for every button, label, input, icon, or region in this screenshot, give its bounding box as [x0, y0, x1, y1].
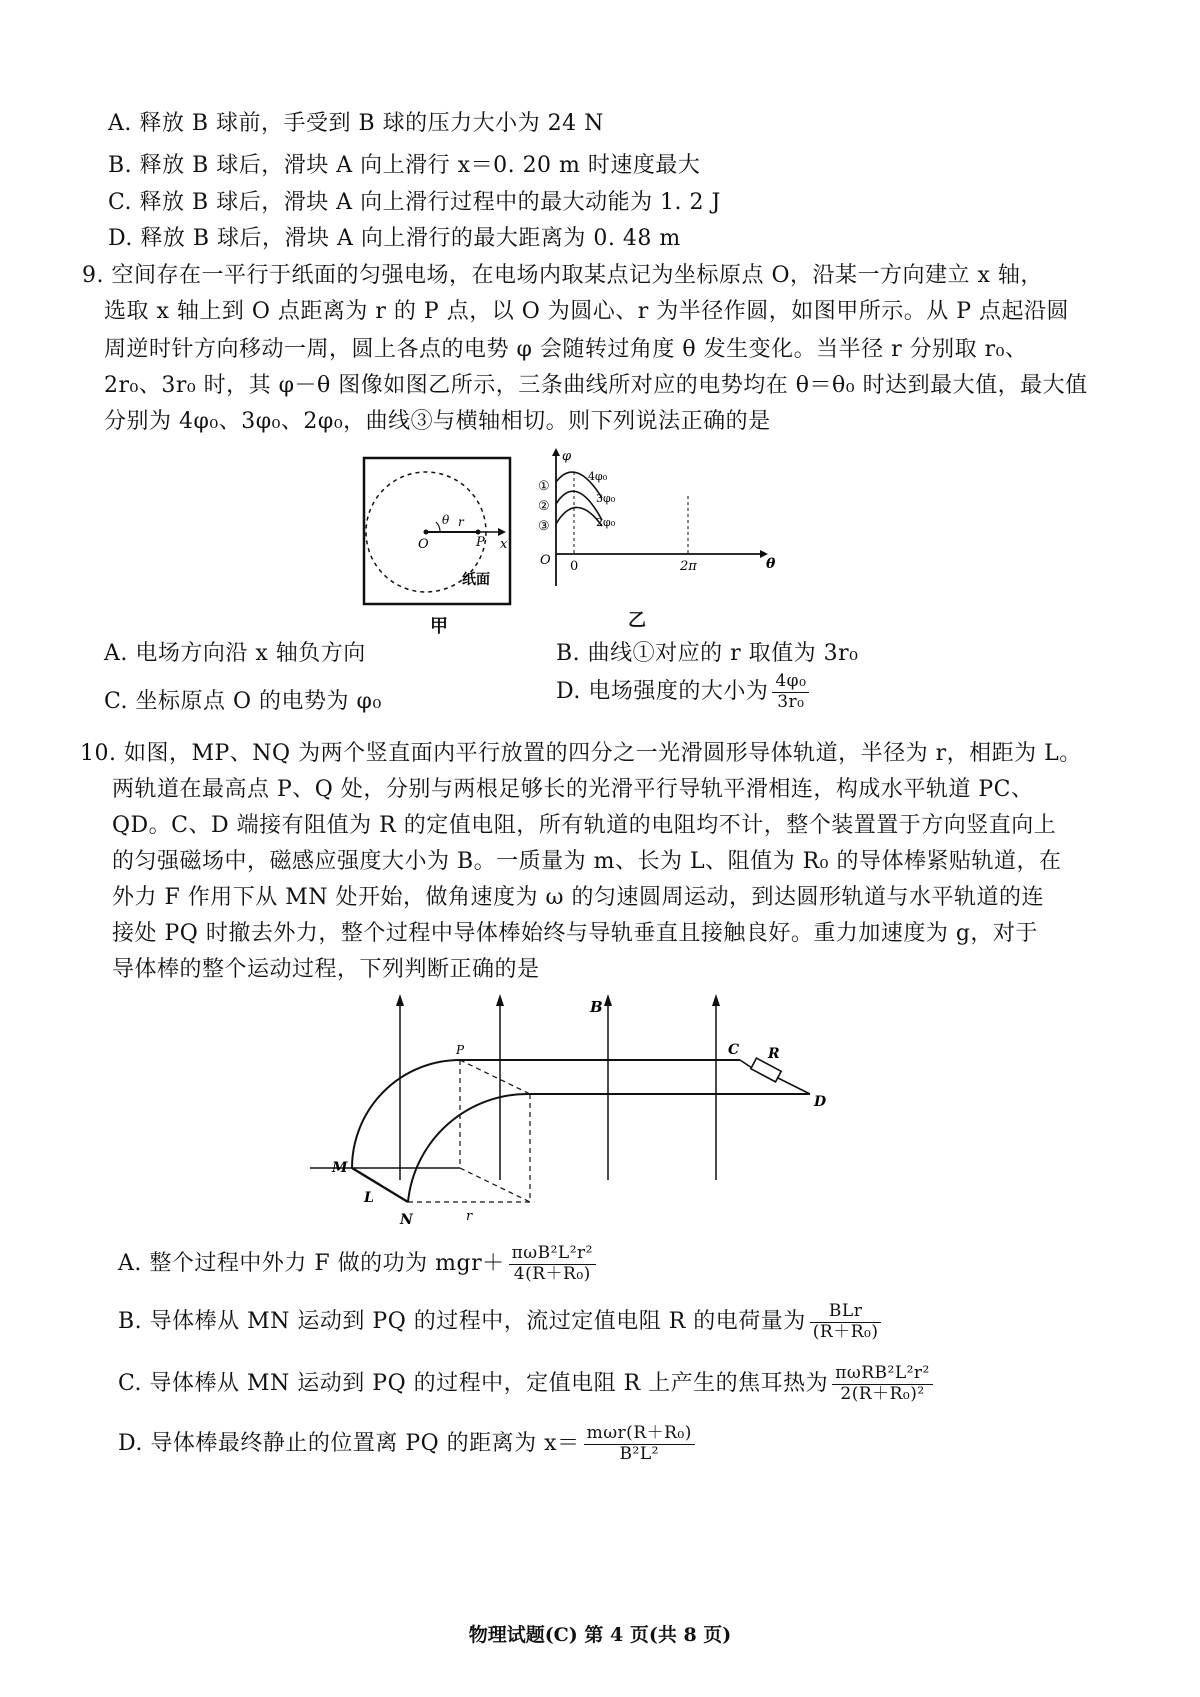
curve-1-label: ①: [538, 479, 550, 494]
n-label: N: [400, 1212, 413, 1228]
fraction-numerator: πωRB²L²r²: [832, 1364, 933, 1385]
resistor-label: R: [768, 1046, 780, 1062]
max-2-label: 3φ₀: [596, 492, 616, 505]
q8-option-b: B. 释放 B 球后，滑块 A 向上滑行 x＝0. 20 m 时速度最大: [108, 153, 701, 178]
dashed-bottom: [460, 1168, 530, 1202]
q10-option-a: [118, 1244, 600, 1284]
l-label: L: [364, 1190, 374, 1206]
o-label: O: [418, 537, 429, 552]
q10-stem-line-7: 导体棒的整个运动过程，下列判断正确的是: [112, 957, 540, 982]
fraction-numerator: mωr(R＋R₀): [584, 1424, 695, 1445]
x-label: x: [500, 537, 508, 552]
q10-option-a-fraction: [509, 1244, 596, 1284]
x-axis-arrow: [498, 528, 506, 536]
q10-option-c-text: C. 导体棒从 MN 运动到 PQ 的过程中，定值电阻 R 上产生的焦耳热为: [118, 1371, 829, 1397]
q8-option-c: C. 释放 B 球后，滑块 A 向上滑行过程中的最大动能为 1. 2 J: [108, 190, 721, 215]
q9-figure-jia: [358, 452, 518, 612]
max-1-label: 4φ₀: [588, 470, 608, 483]
fraction-denominator: 4(R＋R₀): [513, 1263, 591, 1284]
q10-option-d: [118, 1424, 699, 1464]
q10-figure: [300, 990, 860, 1240]
q10-stem-line-4: 的匀强磁场中，磁感应强度大小为 B。一质量为 m、长为 L、阻值为 R₀ 的导体棒紧贴轨道，在: [112, 849, 1062, 874]
q9-stem-line-5: 分别为 4φ₀、3φ₀、2φ₀，曲线③与横轴相切。则下列说法正确的是: [104, 409, 771, 434]
phi-label: φ: [562, 449, 572, 464]
q10-stem-line-2: 两轨道在最高点 P、Q 处，分别与两根足够长的光滑平行导轨平滑相连，构成水平轨道 PC、: [112, 777, 1034, 802]
q9-figure-jia-caption: 甲: [430, 616, 448, 637]
fraction-denominator: (R＋R₀): [812, 1321, 879, 1342]
q10-stem-line-5: 外力 F 作用下从 MN 处开始，做角速度为 ω 的匀速圆周运动，到达圆形轨道与水平轨道的连: [112, 885, 1044, 910]
curve-3-label: ③: [538, 519, 550, 534]
c-label: C: [728, 1042, 740, 1058]
q9-figure-yi: [532, 446, 782, 596]
q8-option-a: A. 释放 B 球前，手受到 B 球的压力大小为 24 N: [108, 111, 604, 136]
p-label: P: [456, 1043, 465, 1057]
theta-axis-label: θ: [766, 556, 776, 572]
theta-arc: [436, 522, 440, 532]
wire-c: [740, 1060, 752, 1068]
q10-option-c: [118, 1364, 937, 1404]
page-footer: 物理试题(C) 第 4 页(共 8 页): [468, 1624, 732, 1646]
radius-label: r: [466, 1209, 473, 1224]
q10-stem-line-1: 10. 如图，MP、NQ 为两个竖直面内平行放置的四分之一光滑圆形导体轨道，半径为 r，相距为 L。: [80, 741, 1082, 766]
b-label: B: [590, 998, 603, 1016]
q10-option-b: [118, 1302, 885, 1342]
origin-point: [424, 530, 429, 535]
q10-option-b-fraction: [810, 1302, 882, 1342]
d-label: D: [814, 1094, 827, 1110]
fraction-numerator: 4φ₀: [772, 672, 809, 693]
phi-axis-arrow: [552, 448, 560, 456]
q10-option-b-text: B. 导体棒从 MN 运动到 PQ 的过程中，流过定值电阻 R 的电荷量为: [118, 1309, 806, 1335]
q8-option-d: D. 释放 B 球后，滑块 A 向上滑行的最大距离为 0. 48 m: [108, 226, 681, 251]
q10-option-d-text: D. 导体棒最终静止的位置离 PQ 的距离为 x＝: [118, 1431, 580, 1457]
fraction-denominator: 2(R＋R₀)²: [840, 1383, 925, 1404]
q9-stem-line-2: 选取 x 轴上到 O 点距离为 r 的 P 点，以 O 为圆心、r 为半径作圆，如图甲所示。从 P 点起沿圆: [104, 299, 1070, 324]
q9-option-d-text: D. 电场强度的大小为: [556, 679, 769, 705]
q9-figure-yi-caption: 乙: [628, 610, 646, 631]
wire-d: [778, 1078, 810, 1094]
p-label: P: [476, 535, 485, 550]
q10-option-c-fraction: [832, 1364, 933, 1404]
zero-label: 0: [570, 559, 579, 574]
arc-nq: [408, 1094, 530, 1202]
q10-option-a-text: A. 整个过程中外力 F 做的功为 mgr＋: [118, 1251, 505, 1277]
max-3-label: 2φ₀: [596, 516, 616, 529]
two-pi-label: 2π: [680, 559, 697, 574]
q9-stem-line-4: 2r₀、3r₀ 时，其 φ－θ 图像如图乙所示，三条曲线所对应的电势均在 θ＝θ₀ 时达到最大值，最大值: [104, 373, 1088, 398]
dashed-pq: [460, 1060, 530, 1094]
m-label: M: [332, 1160, 348, 1176]
q9-option-d-fraction: [772, 672, 809, 712]
fraction-numerator: πωB²L²r²: [509, 1244, 596, 1265]
fraction-denominator: B²L²: [619, 1443, 659, 1464]
q10-stem-line-6: 接处 PQ 时撤去外力，整个过程中导体棒始终与导轨垂直且接触良好。重力加速度为 g，对于: [112, 921, 1038, 946]
r-label: r: [458, 515, 464, 529]
q10-stem-line-3: QD。C、D 端接有阻值为 R 的定值电阻，所有轨道的电阻均不计，整个装置置于方向竖直向上: [112, 813, 1057, 838]
q9-stem-line-1: 9. 空间存在一平行于纸面的匀强电场，在电场内取某点记为坐标原点 O，沿某一方向建立 x 轴，: [82, 263, 1043, 288]
q9-stem-line-3: 周逆时针方向移动一周，圆上各点的电势 φ 会随转过角度 θ 发生变化。当半径 r 分别取 r₀、: [104, 337, 1028, 362]
point-p: [476, 530, 481, 535]
q9-option-a: A. 电场方向沿 x 轴负方向: [104, 641, 366, 666]
q10-option-d-fraction: [584, 1424, 695, 1464]
magnetic-field-lines: [396, 994, 720, 1180]
origin-label: O: [540, 553, 551, 568]
q9-option-d: [556, 672, 813, 712]
q9-option-b: B. 曲线①对应的 r 取值为 3r₀: [556, 641, 859, 666]
fraction-numerator: BLr: [810, 1302, 882, 1323]
arc-mp: [352, 1060, 460, 1168]
curve-2-label: ②: [538, 499, 550, 514]
theta-label: θ: [442, 513, 450, 527]
paper-label: 纸面: [462, 572, 490, 588]
fraction-denominator: 3r₀: [777, 691, 805, 712]
q9-option-c: C. 坐标原点 O 的电势为 φ₀: [104, 689, 382, 714]
